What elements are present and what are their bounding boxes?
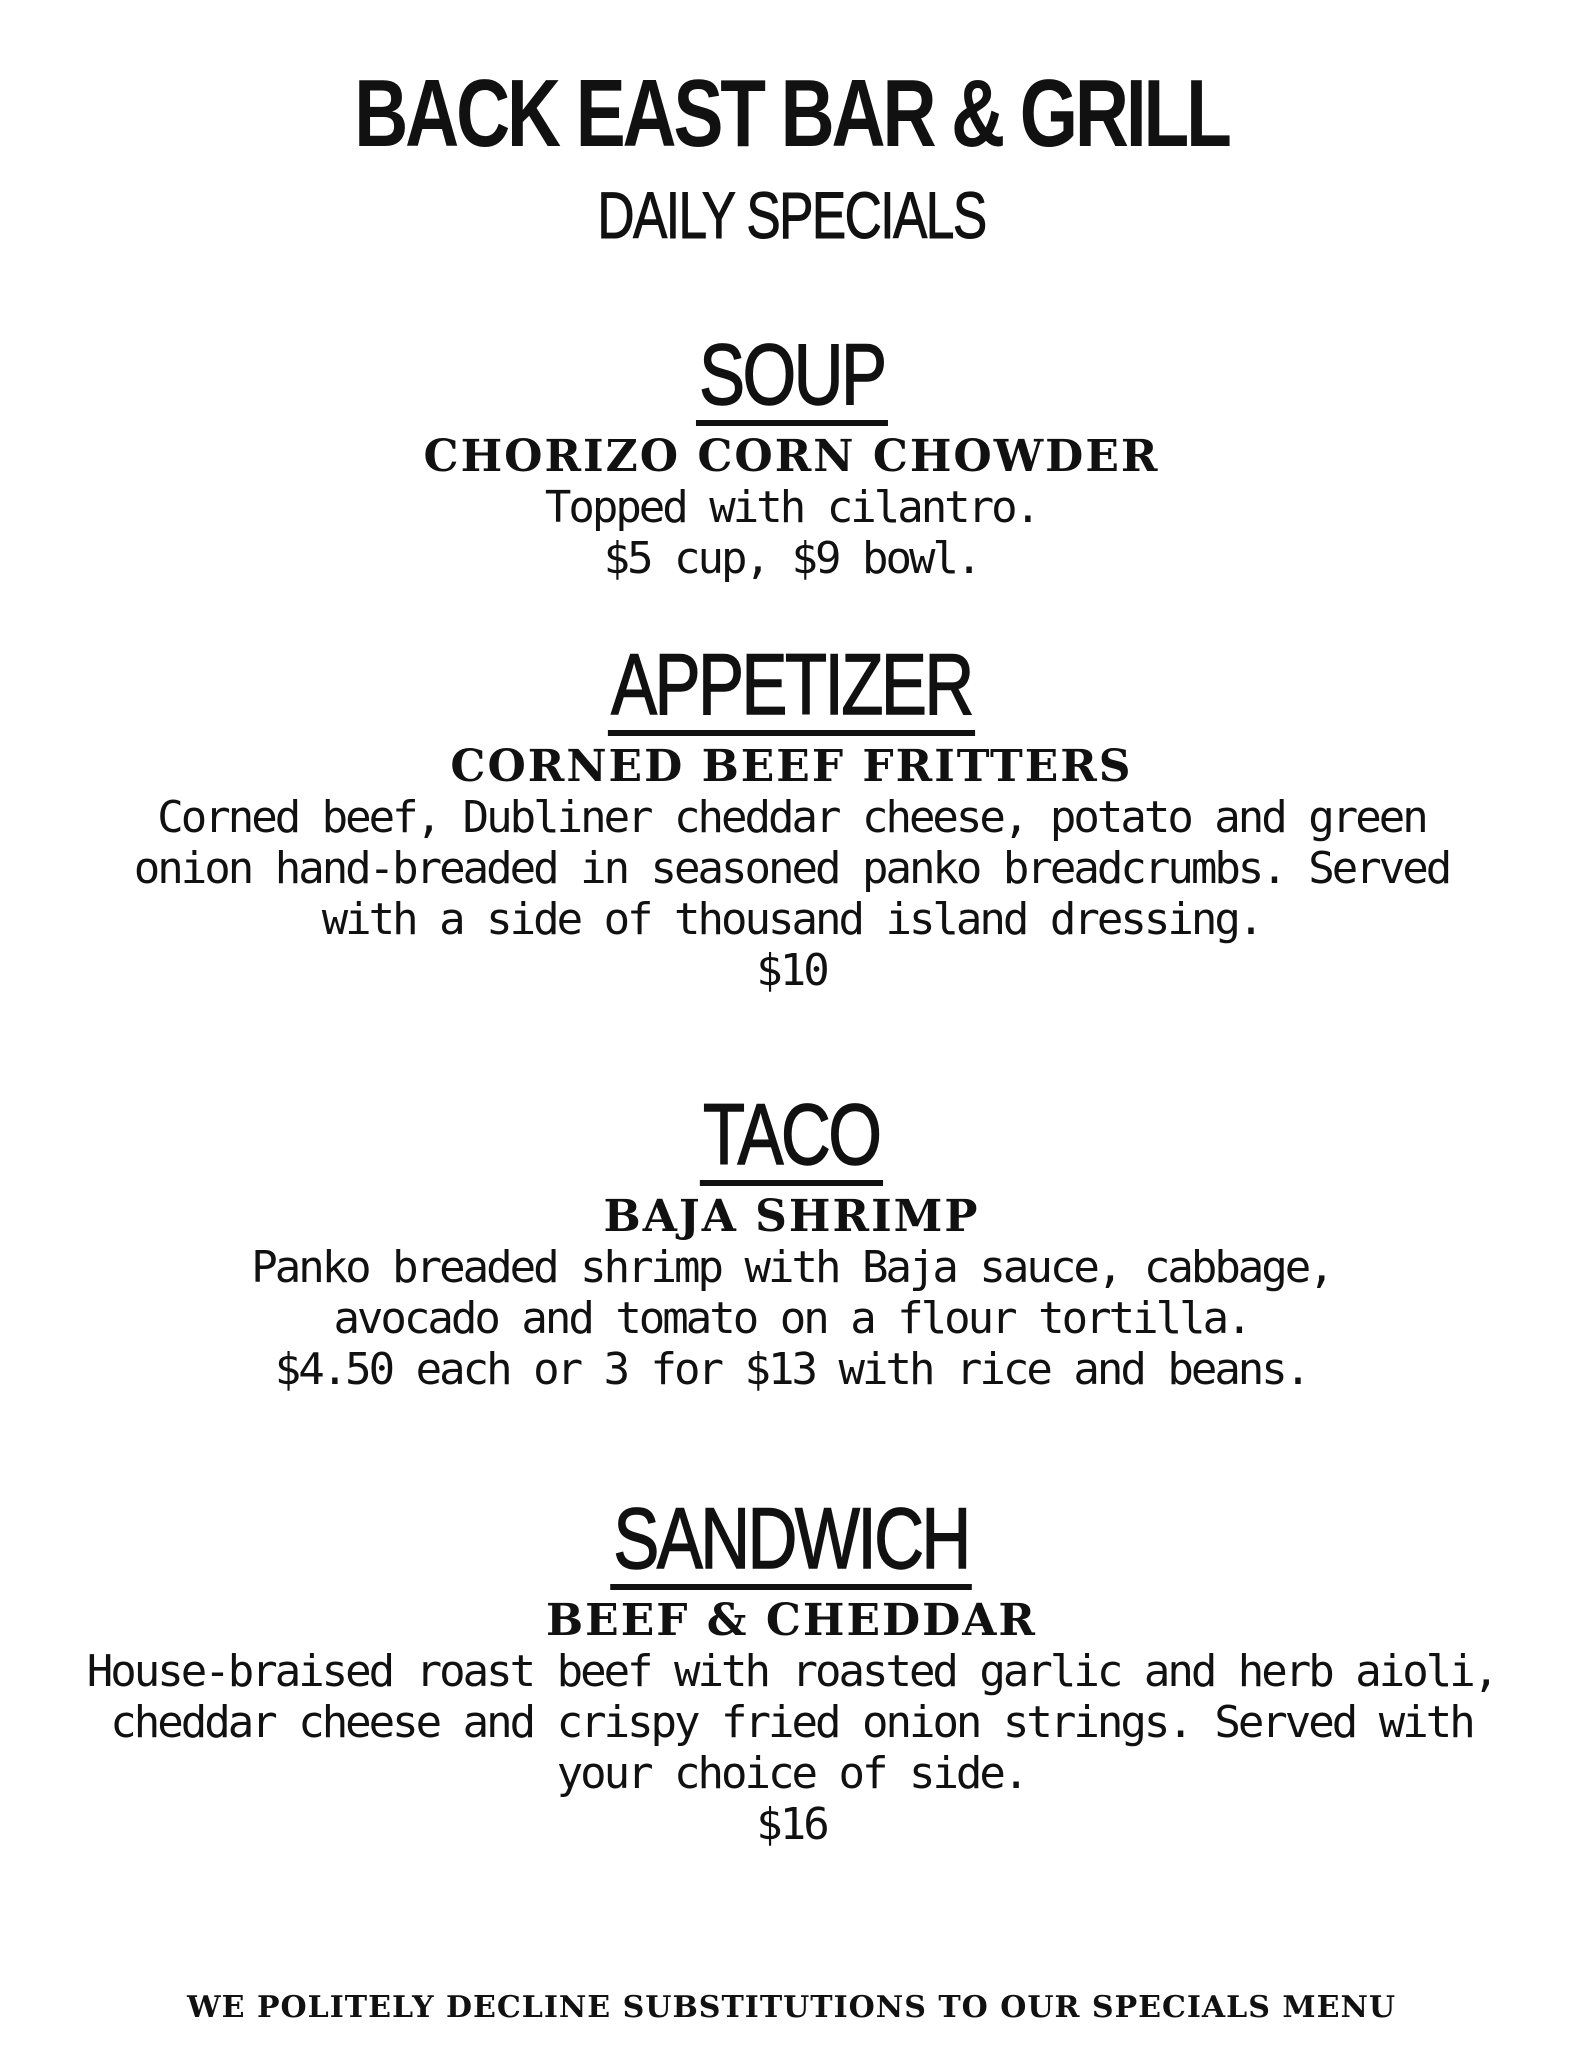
item-name-soup: CHORIZO CORN CHOWDER [423,431,1160,482]
section-heading-taco: TACO [700,1090,883,1186]
restaurant-name: BACK EAST BAR & GRILL [354,60,1229,167]
item-price-soup: $5 cup, $9 bowl. [603,533,980,584]
item-price-sandwich: $16 [756,1799,827,1850]
item-description-taco: Panko breaded shrimp with Baja sauce, cabbage, avocado and tomato on a flour tortilla. [251,1242,1332,1344]
section-soup [0,327,1583,584]
item-name-sandwich: BEEF & CHEDDAR [545,1595,1037,1646]
item-description-sandwich: House-braised roast beef with roasted garlic and herb aioli, cheddar cheese and crispy fried onion strings. Served with your choice of side. [86,1646,1497,1799]
section-heading-soup: SOUP [696,330,888,426]
section-heading-appetizer: APPETIZER [608,640,975,736]
item-description-soup: Topped with cilantro. [544,482,1039,533]
substitution-notice: WE POLITELY DECLINE SUBSTITUTIONS TO OUR SPECIALS MENU [186,1990,1397,2025]
item-name-taco: BAJA SHRIMP [603,1191,980,1242]
item-name-appetizer: CORNED BEEF FRITTERS [450,741,1133,792]
section-taco [0,1087,1583,1395]
item-price-appetizer: $10 [756,945,827,996]
item-price-taco: $4.50 each or 3 for $13 with rice and beans. [274,1344,1309,1395]
menu-subtitle: DAILY SPECIALS [597,178,986,252]
section-appetizer [0,637,1583,996]
item-description-appetizer: Corned beef, Dubliner cheddar cheese, potato and green onion hand-breaded in seasoned panko breadcrumbs. Served with a side of thousand island dressing. [133,792,1450,945]
section-sandwich [0,1491,1583,1850]
section-heading-sandwich: SANDWICH [611,1494,973,1590]
